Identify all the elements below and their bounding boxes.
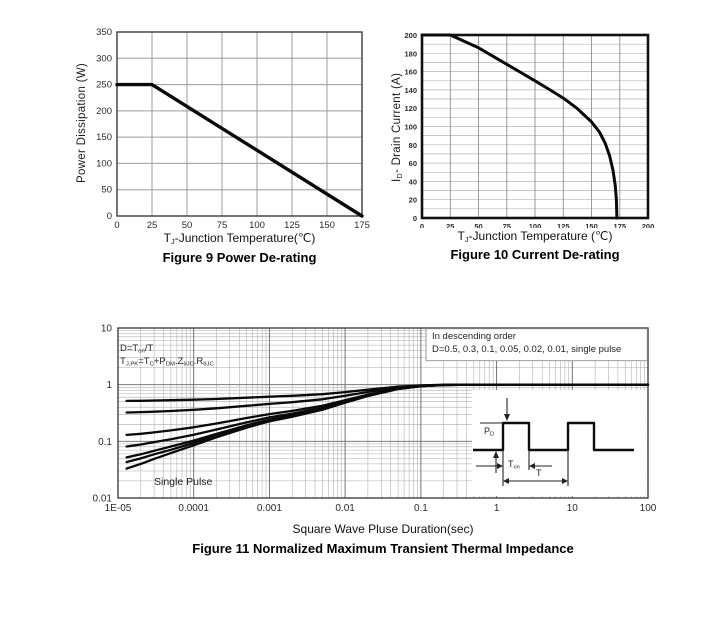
fig10-y-axis-label: ID- Drain Current (A): [391, 72, 404, 182]
figure-9-power-derating: [70, 14, 382, 272]
svg-text:50: 50: [474, 222, 483, 228]
svg-text:160: 160: [404, 67, 417, 77]
fig11-caption: Figure 11 Normalized Maximum Transient Thermal Impedance: [192, 541, 574, 556]
figure-10-current-derating: [383, 14, 700, 272]
svg-text:200: 200: [96, 105, 112, 117]
svg-text:40: 40: [408, 177, 417, 187]
svg-text:100: 100: [249, 220, 265, 230]
figure-11-thermal-impedance: [60, 318, 705, 568]
svg-text:0: 0: [419, 222, 425, 228]
svg-text:20: 20: [408, 195, 417, 205]
svg-text:10: 10: [566, 503, 578, 514]
svg-text:10: 10: [100, 323, 112, 335]
svg-text:0.001: 0.001: [256, 503, 282, 514]
svg-text:125: 125: [284, 220, 300, 230]
svg-text:200: 200: [404, 31, 417, 40]
current-derating-chart: [383, 14, 700, 228]
fig10-caption: Figure 10 Current De-rating: [450, 247, 620, 262]
svg-text:0.1: 0.1: [413, 503, 428, 514]
svg-text:1: 1: [106, 380, 112, 392]
inset-period-label: T: [536, 468, 542, 478]
svg-text:150: 150: [319, 220, 335, 230]
svg-text:100: 100: [528, 222, 542, 228]
svg-text:75: 75: [502, 222, 511, 228]
svg-text:100: 100: [96, 158, 112, 170]
svg-text:100: 100: [639, 503, 657, 514]
svg-text:50: 50: [101, 184, 112, 196]
fig9-x-axis-label: TJ-Junction Temperature(℃): [163, 231, 316, 247]
svg-text:150: 150: [96, 132, 112, 144]
fig9-caption: Figure 9 Power De-rating: [162, 250, 317, 265]
svg-text:150: 150: [585, 222, 598, 228]
svg-text:120: 120: [404, 104, 417, 114]
fig11-legend-line1: In descending order: [432, 331, 516, 342]
fig11-duty-cycle-formula: D=Ton/T: [120, 343, 154, 355]
inset-pd-label: PD: [484, 426, 495, 438]
fig10-x-axis-label: TJ-Junction Temperature (℃): [457, 229, 613, 245]
svg-text:1E-05: 1E-05: [104, 503, 132, 514]
svg-text:50: 50: [181, 220, 193, 230]
fig11-single-pulse-label: Single Pulse: [154, 476, 213, 488]
svg-text:100: 100: [404, 122, 417, 132]
svg-text:75: 75: [216, 220, 228, 230]
svg-text:0.01: 0.01: [92, 493, 112, 505]
svg-text:0: 0: [412, 214, 417, 223]
svg-text:180: 180: [404, 49, 417, 59]
svg-text:125: 125: [557, 222, 570, 228]
svg-text:175: 175: [354, 220, 370, 230]
fig9-y-axis-label: Power Dissipation (W): [76, 62, 88, 183]
svg-text:250: 250: [96, 79, 112, 91]
svg-text:0: 0: [106, 211, 112, 222]
power-derating-chart: [70, 14, 382, 230]
svg-text:175: 175: [613, 222, 627, 228]
svg-text:0.1: 0.1: [98, 436, 112, 448]
fig11-peak-temp-formula: TJ,PK=TC+PDM.ZθJC.RθJC: [120, 356, 214, 368]
svg-text:80: 80: [408, 140, 417, 150]
svg-text:25: 25: [446, 222, 455, 228]
fig11-x-axis-label: Square Wave Pluse Duration(sec): [292, 522, 474, 536]
svg-text:1: 1: [493, 503, 500, 514]
svg-text:350: 350: [96, 27, 112, 38]
inset-ton-label: Ton: [508, 459, 520, 471]
svg-text:300: 300: [96, 53, 112, 65]
svg-text:60: 60: [408, 159, 417, 169]
svg-text:0: 0: [114, 220, 120, 230]
svg-text:140: 140: [404, 85, 417, 95]
svg-text:200: 200: [641, 222, 655, 228]
fig11-legend-line2: D=0.5, 0.3, 0.1, 0.05, 0.02, 0.01, single pulse: [432, 344, 622, 355]
svg-text:0.01: 0.01: [335, 503, 355, 514]
svg-text:0.0001: 0.0001: [178, 503, 209, 514]
svg-text:25: 25: [146, 220, 158, 230]
